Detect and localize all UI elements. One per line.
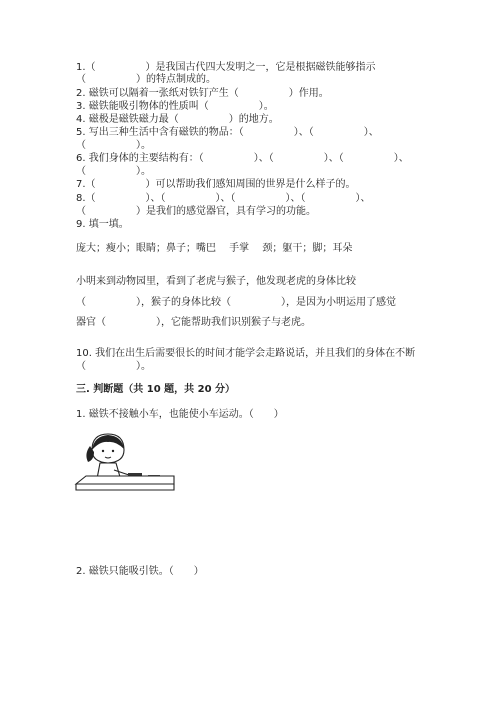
word-bank: 庞大；瘦小；眼睛；鼻子；嘴巴 手掌 颈；躯干；脚；耳朵	[76, 243, 353, 254]
question-7: 7.（ ）可以帮助我们感知周围的世界是什么样子的。	[76, 179, 356, 190]
section-heading: 三. 判断题（共 10 题，共 20 分）	[76, 384, 236, 395]
question-3: 3. 磁铁能吸引物体的性质叫（ ）。	[76, 101, 274, 112]
question-10-line-1: 10. 我们在出生后需要很长的时间才能学会走路说话，并且我们的身体在不断	[76, 348, 416, 359]
question-1-line-1: 1.（ ）是我国古代四大发明之一，它是根据磁铁能够指示	[76, 62, 376, 73]
judge-question-2: 2. 磁铁只能吸引铁。（ ）	[76, 566, 204, 577]
question-9-line-3: 器官（ ），它能帮助我们识别猴子与老虎。	[76, 317, 311, 328]
girl-with-magnet-illustration	[70, 432, 180, 522]
question-6-line-1: 6. 我们身体的主要结构有：（ ）、（ ）、（ ）、	[76, 153, 409, 164]
question-5-line-1: 5. 写出三种生活中含有磁铁的物品：（ ）、（ ）、	[76, 127, 379, 138]
judge-question-1: 1. 磁铁不接触小车，也能使小车运动。（ ）	[76, 409, 284, 420]
question-5-line-2: （ ）。	[76, 140, 151, 151]
question-4: 4. 磁极是磁铁磁力最（ ）的地方。	[76, 114, 279, 125]
question-6-line-2: （ ）。	[76, 166, 151, 177]
question-8-line-1: 8.（ ）、（ ）、（ ）、（ ）、	[76, 193, 371, 204]
question-2: 2. 磁铁可以隔着一张纸对铁钉产生（ ）作用。	[76, 88, 329, 99]
question-9-line-1: 小明来到动物园里，看到了老虎与猴子，他发现老虎的身体比较	[76, 276, 356, 287]
question-9-line-2: （ ），猴子的身体比较（ ），是因为小明运用了感觉	[76, 297, 396, 308]
question-10-line-2: （ ）。	[76, 361, 151, 372]
question-8-line-2: （ ）是我们的感觉器官，具有学习的功能。	[76, 206, 316, 217]
question-9-title: 9. 填一填。	[76, 219, 129, 230]
question-1-line-2: （ ）的特点制成的。	[76, 74, 216, 85]
